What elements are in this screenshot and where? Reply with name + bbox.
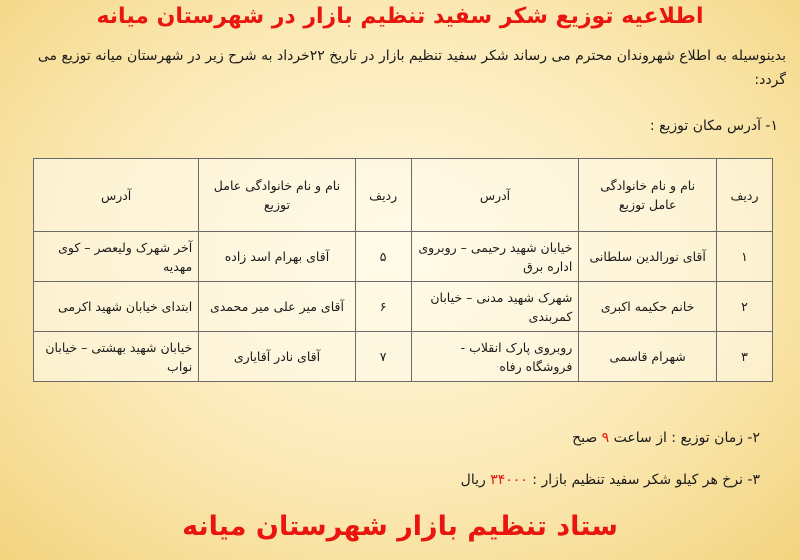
time-prefix: ۲- زمان توزیع : از ساعت [613, 430, 760, 446]
cell-address: روبروی پارک انقلاب - فروشگاه رفاه [411, 332, 579, 382]
cell-address: آخر شهرک ولیعصر – کوی مهدیه [34, 232, 199, 282]
cell-rank: ۷ [355, 332, 411, 382]
cell-rank: ۵ [355, 232, 411, 282]
cell-address: خیابان شهید رحیمی – روبروی اداره برق [411, 232, 579, 282]
header-address: آدرس [411, 159, 579, 232]
header-rank: ردیف [717, 159, 773, 232]
time-hour: ۹ [601, 430, 610, 446]
cell-agent-name: آقای نادر آقایاری [199, 332, 355, 382]
header-agent-name: نام و نام خانوادگی عامل توزیع [579, 159, 717, 232]
distribution-price [461, 468, 760, 492]
cell-agent-name: خانم حکیمه اکبری [579, 282, 717, 332]
distribution-table [33, 158, 773, 382]
intro-paragraph: بدینوسیله به اطلاع شهروندان محترم می رساند شکر سفید تنظیم بازار در تاریخ ۲۲خرداد به شرح زیر در شهرستان میانه توزیع می گردد: [37, 48, 786, 88]
table-row [34, 232, 773, 282]
header-rank: ردیف [355, 159, 411, 232]
cell-agent-name: شهرام قاسمی [579, 332, 717, 382]
cell-rank: ۱ [717, 232, 773, 282]
price-prefix: ۳- نرخ هر کیلو شکر سفید تنظیم بازار : [532, 472, 760, 488]
cell-rank: ۲ [717, 282, 773, 332]
cell-agent-name: آقای میر علی میر محمدی [199, 282, 355, 332]
distribution-time [572, 426, 760, 450]
cell-rank: ۶ [355, 282, 411, 332]
cell-address: خیابان شهید بهشتی – خیابان نواب [34, 332, 199, 382]
cell-agent-name: آقای بهرام اسد زاده [199, 232, 355, 282]
price-amount: ۳۴۰۰۰ [490, 472, 528, 488]
table-header-row [34, 159, 773, 232]
page-title: اطلاعیه توزیع شکر سفید تنظیم بازار در شهرستان میانه [96, 4, 704, 29]
header-address: آدرس [34, 159, 199, 232]
price-suffix: ریال [460, 472, 486, 488]
header-agent-name: نام و نام خانوادگی عامل توزیع [199, 159, 355, 232]
cell-address: ابتدای خیابان شهید اکرمی [34, 282, 199, 332]
cell-address: شهرک شهید مدنی – خیابان کمربندی [411, 282, 579, 332]
section-distribution-address: ۱- آدرس مکان توزیع : [649, 118, 778, 134]
table-row [34, 282, 773, 332]
cell-agent-name: آقای نورالدین سلطانی [579, 232, 717, 282]
footer-signature: ستاد تنظیم بازار شهرستان میانه [182, 511, 618, 542]
cell-rank: ۳ [717, 332, 773, 382]
time-suffix: صبح [572, 430, 598, 446]
table-row [34, 332, 773, 382]
